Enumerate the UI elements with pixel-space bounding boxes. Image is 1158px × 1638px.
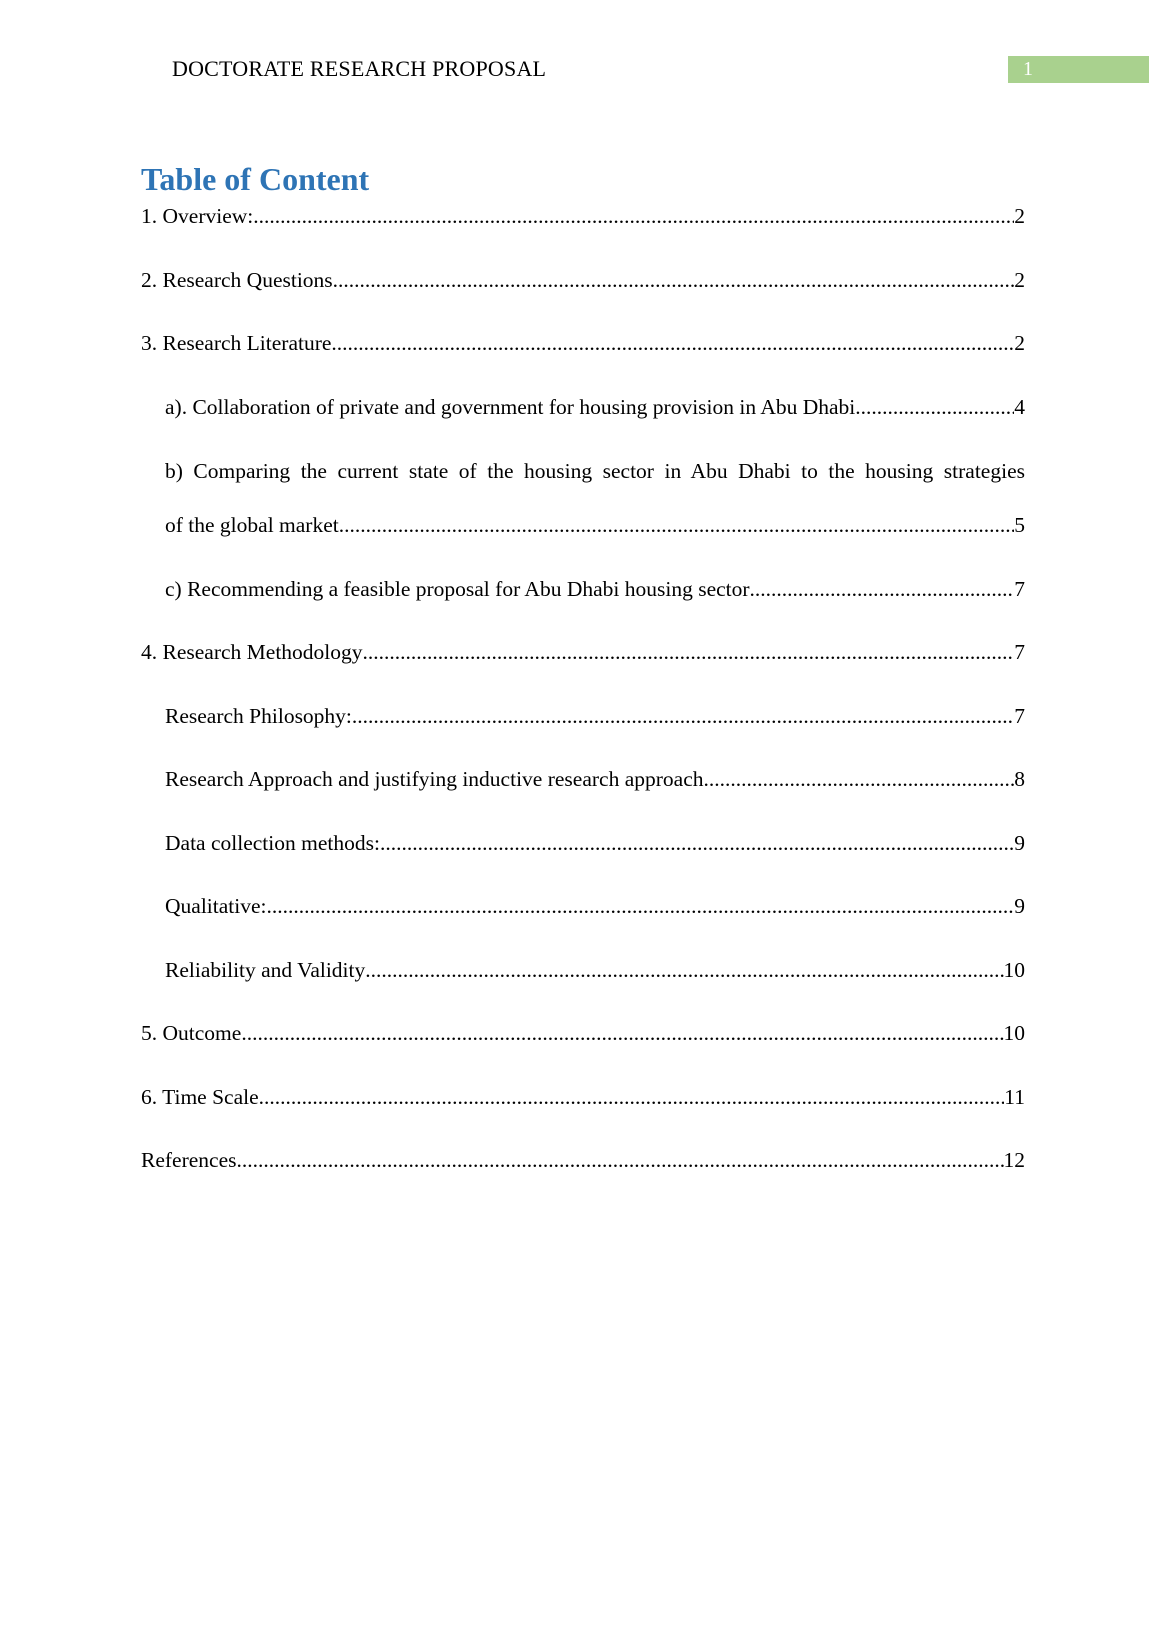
- toc-leader-dots: [259, 1082, 1005, 1112]
- toc-page-number: 11: [1004, 1085, 1025, 1109]
- toc-leader-dots: [352, 701, 1014, 731]
- toc-page-number: 12: [1003, 1148, 1025, 1172]
- toc-entry-text: 5. Outcome: [141, 1021, 242, 1045]
- toc-leader-dots: [267, 891, 1015, 921]
- toc-leader-dots: [253, 201, 1014, 231]
- toc-leader-dots: [750, 574, 1015, 604]
- toc-page-number: 7: [1014, 640, 1025, 664]
- toc-entry-reliability-validity[interactable]: [165, 955, 1025, 985]
- toc-entry-text: Research Approach and justifying inductive research approach: [165, 767, 704, 791]
- toc-page-number: 5: [1014, 513, 1025, 537]
- toc-page-number: 10: [1003, 958, 1025, 982]
- toc-entry-outcome[interactable]: [141, 1018, 1025, 1048]
- toc-entry-text: Qualitative:: [165, 894, 267, 918]
- toc-entry-text: Reliability and Validity: [165, 958, 366, 982]
- toc-leader-dots: [333, 265, 1015, 295]
- toc-entry-comparing[interactable]: [165, 510, 1025, 540]
- toc-page-number: 7: [1014, 704, 1025, 728]
- toc-entry-research-philosophy[interactable]: [165, 701, 1025, 731]
- toc-page-number: 10: [1003, 1021, 1025, 1045]
- toc-entry-text: c) Recommending a feasible proposal for Abu Dhabi housing sector: [165, 577, 750, 601]
- toc-entry-time-scale[interactable]: [141, 1082, 1025, 1112]
- toc-entry-recommending[interactable]: [165, 574, 1025, 604]
- page-number-badge: 1: [1008, 56, 1149, 83]
- toc-heading: Table of Content: [141, 161, 370, 197]
- toc-entry-text: Research Philosophy:: [165, 704, 352, 728]
- toc-entry-text: 2. Research Questions: [141, 268, 333, 292]
- toc-leader-dots: [380, 828, 1014, 858]
- toc-entry-comparing-line1[interactable]: b) Comparing the current state of the housing sector in Abu Dhabi to the housing strategies: [165, 459, 1025, 483]
- toc-entry-research-questions[interactable]: [141, 265, 1025, 295]
- toc-entry-text: Data collection methods:: [165, 831, 380, 855]
- toc-leader-dots: [855, 392, 1014, 422]
- toc-page-number: 9: [1014, 894, 1025, 918]
- toc-leader-dots: [363, 637, 1015, 667]
- toc-entry-collaboration[interactable]: [165, 392, 1025, 422]
- toc-entry-data-collection[interactable]: [165, 828, 1025, 858]
- toc-entry-text: 1. Overview:: [141, 204, 254, 228]
- toc-entry-research-methodology[interactable]: [141, 637, 1025, 667]
- toc-entry-research-literature[interactable]: [141, 328, 1025, 358]
- toc-page-number: 2: [1014, 268, 1025, 292]
- toc-page-number: 4: [1014, 395, 1025, 419]
- toc-leader-dots: [241, 1018, 1003, 1048]
- document-header-title: DOCTORATE RESEARCH PROPOSAL: [172, 56, 547, 81]
- toc-entry-references[interactable]: [141, 1145, 1025, 1175]
- toc-entry-text: 4. Research Methodology: [141, 640, 363, 664]
- toc-page-number: 2: [1014, 204, 1025, 228]
- toc-leader-dots: [237, 1145, 1004, 1175]
- toc-entry-qualitative[interactable]: [165, 891, 1025, 921]
- toc-entry-text: References: [141, 1148, 237, 1172]
- toc-page-number: 9: [1014, 831, 1025, 855]
- toc-page-number: 2: [1014, 331, 1025, 355]
- toc-entry-text: of the global market: [165, 513, 339, 537]
- toc-page-number: 8: [1014, 767, 1025, 791]
- toc-leader-dots: [704, 764, 1015, 794]
- toc-entry-text: 6. Time Scale: [141, 1085, 259, 1109]
- toc-leader-dots: [339, 510, 1015, 540]
- toc-page-number: 7: [1014, 577, 1025, 601]
- toc-entry-overview[interactable]: [141, 201, 1025, 231]
- toc-entry-text: a). Collaboration of private and government for housing provision in Abu Dhabi: [165, 395, 856, 419]
- toc-leader-dots: [331, 328, 1014, 358]
- toc-entry-research-approach[interactable]: [165, 764, 1025, 794]
- toc-entry-text: 3. Research Literature: [141, 331, 332, 355]
- toc-leader-dots: [365, 955, 1003, 985]
